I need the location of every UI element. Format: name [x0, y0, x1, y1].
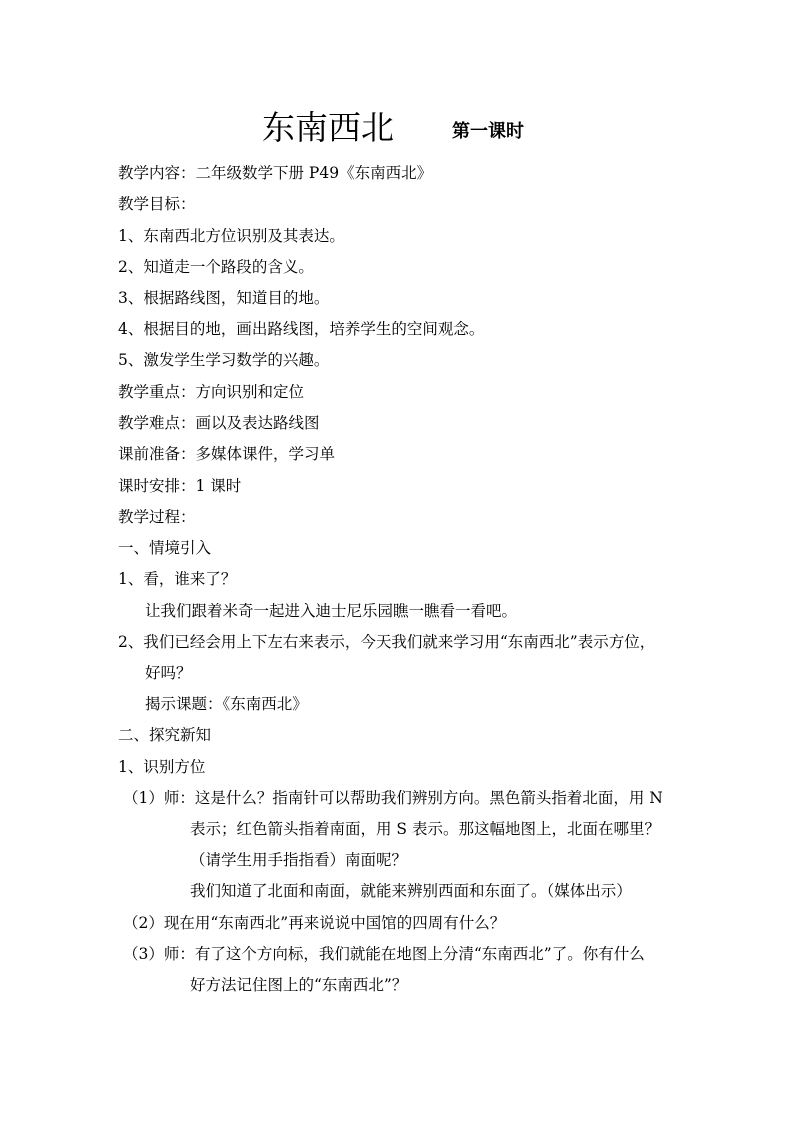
- step-item: 2、我们已经会用上下左右来表示，今天我们就来学习用“东南西北”表示方位，: [118, 633, 656, 651]
- goal-item: 5、激发学生学习数学的兴趣。: [118, 351, 330, 369]
- teaching-difficulty: 教学难点：画以及表达路线图: [118, 414, 320, 432]
- sub-step-item: （2）现在用“东南西北”再来说说中国馆的四周有什么？: [123, 914, 506, 932]
- title-row: [0, 104, 794, 154]
- sub-step-item: （3）师：有了这个方向标，我们就能在地图上分清“东南西北”了。你有什么: [123, 945, 645, 963]
- goal-item: 4、根据目的地，画出路线图，培养学生的空间观念。: [118, 320, 485, 338]
- teaching-goals-heading: 教学目标：: [118, 195, 196, 213]
- sub-step-detail: （请学生用手指指看）南面呢？: [190, 851, 408, 869]
- teaching-focus: 教学重点：方向识别和定位: [118, 383, 305, 401]
- section-heading: 一、情境引入: [118, 539, 212, 557]
- step-item: 1、识别方位: [118, 758, 206, 776]
- page-subtitle: 第一课时: [452, 121, 524, 142]
- teaching-content: 教学内容：二年级数学下册 P49《东南西北》: [118, 164, 433, 182]
- sub-step-detail: 表示；红色箭头指着南面，用 S 表示。那这幅地图上，北面在哪里？: [190, 820, 660, 838]
- step-detail: 揭示课题：《东南西北》: [145, 695, 308, 713]
- step-detail: 让我们跟着米奇一起进入迪士尼乐园瞧一瞧看一看吧。: [145, 602, 518, 620]
- goal-item: 1、东南西北方位识别及其表达。: [118, 227, 345, 245]
- sub-step-detail: 好方法记住图上的“东南西北”？: [190, 976, 408, 994]
- step-detail: 好吗？: [145, 664, 192, 682]
- section-heading: 二、探究新知: [118, 726, 212, 744]
- step-item: 1、看，谁来了？: [118, 570, 237, 588]
- page-title: 东南西北: [262, 108, 394, 147]
- class-schedule: 课时安排：1 课时: [118, 477, 242, 495]
- goal-item: 2、知道走一个路段的含义。: [118, 258, 314, 276]
- goal-item: 3、根据路线图，知道目的地。: [118, 289, 330, 307]
- sub-step-item: （1）师：这是什么？指南针可以帮助我们辨别方向。黑色箭头指着北面，用 N: [123, 789, 663, 807]
- sub-step-detail: 我们知道了北面和南面，就能来辨别西面和东面了。（媒体出示）: [190, 882, 632, 900]
- teaching-process-heading: 教学过程：: [118, 508, 196, 526]
- class-preparation: 课前准备：多媒体课件，学习单: [118, 445, 336, 463]
